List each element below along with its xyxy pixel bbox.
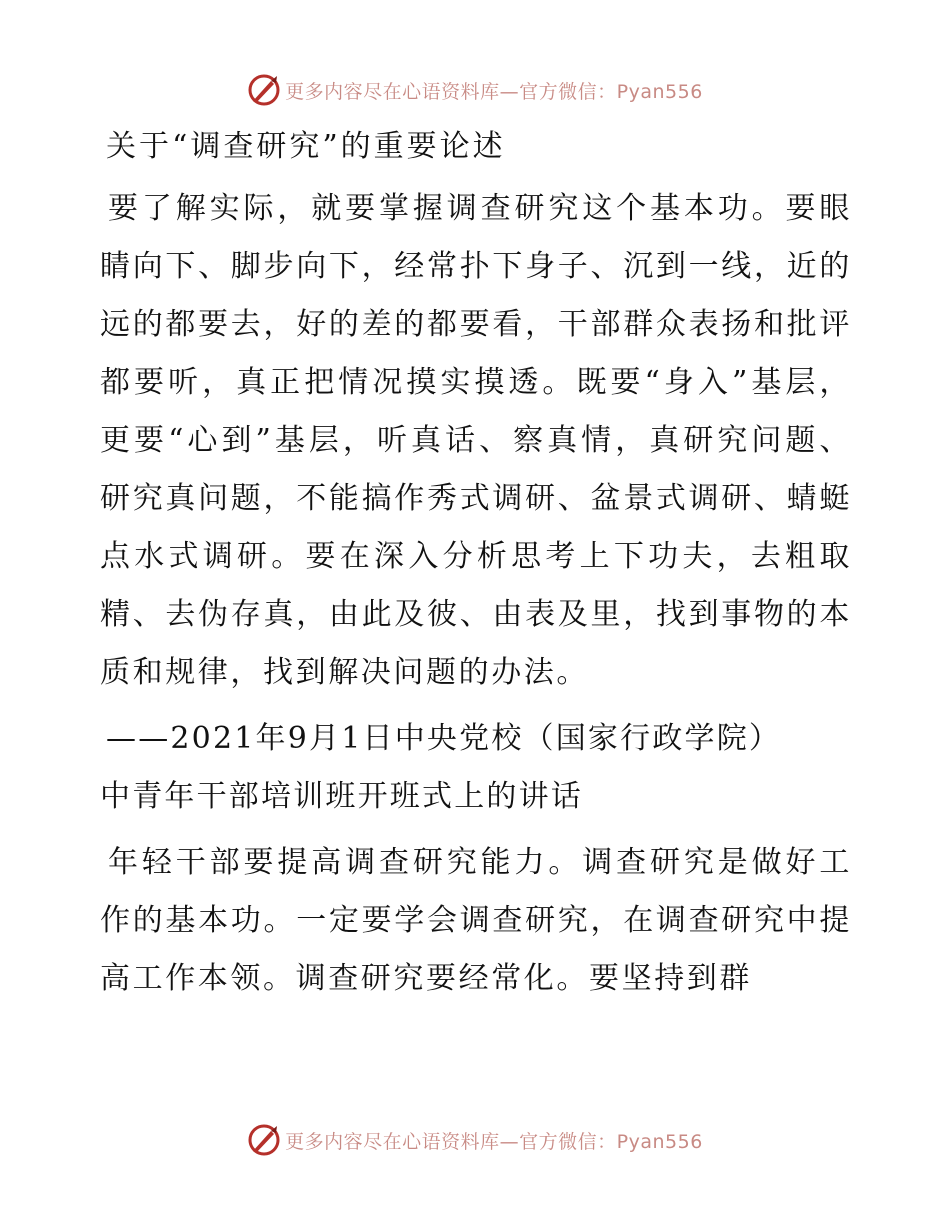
quill-circle-logo-icon xyxy=(247,1123,281,1157)
watermark-text: 更多内容尽在心语资料库—官方微信：Pyan556 xyxy=(285,1130,703,1153)
paragraph-2: 年轻干部要提高调查研究能力。调查研究是做好工作的基本功。一定要学会调查研究，在调查研究中提高工作本领。调查研究要经常化。要坚持到群 xyxy=(100,845,852,996)
quill-circle-logo-icon xyxy=(247,73,281,107)
footer-watermark-banner xyxy=(0,1120,950,1160)
watermark-text: 更多内容尽在心语资料库—官方微信：Pyan556 xyxy=(285,80,703,103)
paragraph-1: 要了解实际，就要掌握调查研究这个基本功。要眼睛向下、脚步向下，经常扑下身子、沉到一线，近的远的都要去，好的差的都要看，干部群众表扬和批评都要听，真正把情况摸实摸透。既要“身入”基层，更要“心到”基层，听真话、察真情，真研究问题、研究真问题，不能搞作秀式调研、盆景式调研、蜻蜓点水式调研。要在深入分析思考上下功夫，去粗取精、去伪存真，由此及彼、由表及里，找到事物的本质和规律，找到解决问题的办法。 xyxy=(100,191,852,690)
document-title: 关于“调查研究”的重要论述 xyxy=(106,129,506,164)
header-watermark-banner xyxy=(0,70,950,110)
source-citation-line-1: ——2021年9月1日中央党校（国家行政学院） xyxy=(106,721,782,756)
source-citation-line-2: 中青年干部培训班开班式上的讲话 xyxy=(100,779,583,814)
document-body xyxy=(100,118,852,1016)
source-citation xyxy=(100,710,852,826)
